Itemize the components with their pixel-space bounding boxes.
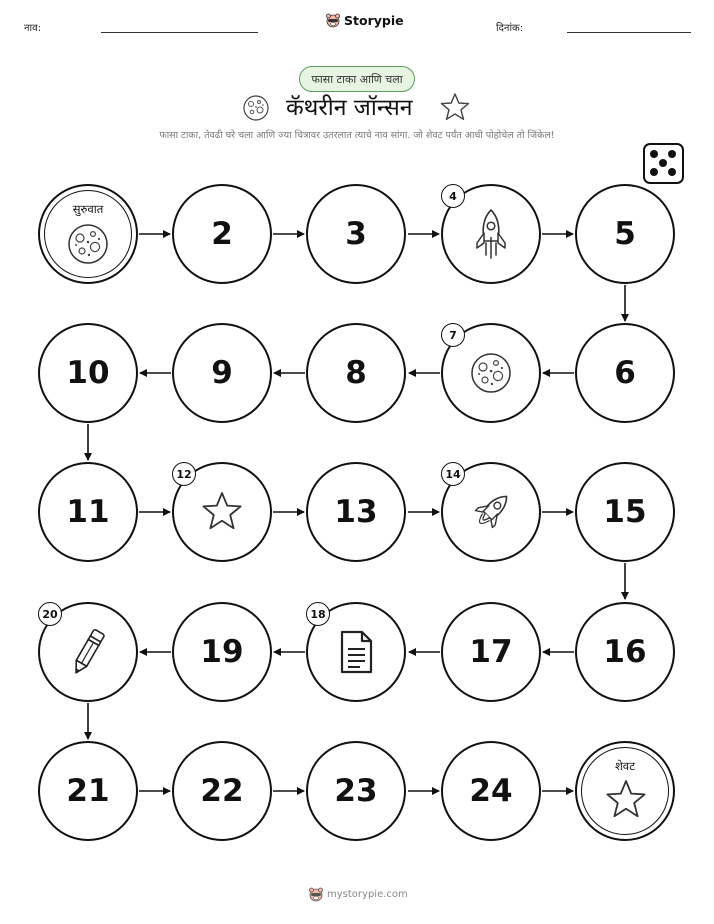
storypie-mascot-icon bbox=[325, 12, 341, 28]
moon-icon bbox=[242, 94, 270, 122]
finish-label: शेवट bbox=[614, 759, 635, 773]
cell-number: 24 bbox=[469, 773, 513, 809]
star-icon bbox=[199, 489, 245, 539]
cell-number: 17 bbox=[469, 634, 513, 670]
cell-number: 22 bbox=[200, 773, 244, 809]
footer-url[interactable]: mystorypie.com bbox=[327, 888, 408, 900]
board-cell-20[interactable] bbox=[38, 602, 138, 702]
board-cell-16[interactable] bbox=[575, 602, 675, 702]
storypie-mascot-icon bbox=[308, 886, 324, 902]
board-cell-2[interactable] bbox=[172, 184, 272, 284]
cell-number: 11 bbox=[66, 494, 110, 530]
rocket-icon bbox=[471, 207, 511, 265]
dice-icon bbox=[643, 143, 684, 184]
brand-logo bbox=[325, 12, 404, 28]
star-icon bbox=[439, 91, 471, 123]
cell-number: 15 bbox=[603, 494, 647, 530]
finish-cell[interactable] bbox=[575, 741, 675, 841]
footer bbox=[308, 886, 408, 902]
board-cell-9[interactable] bbox=[172, 323, 272, 423]
moon-icon bbox=[469, 351, 513, 399]
board-cell-19[interactable] bbox=[172, 602, 272, 702]
cell-number: 5 bbox=[614, 216, 636, 252]
board-cell-22[interactable] bbox=[172, 741, 272, 841]
name-label: नाव: bbox=[24, 23, 42, 34]
cell-number: 8 bbox=[345, 355, 367, 391]
board-cell-21[interactable] bbox=[38, 741, 138, 841]
board-cell-14[interactable] bbox=[441, 462, 541, 562]
dice-pip bbox=[659, 159, 667, 167]
cell-number: 3 bbox=[345, 216, 367, 252]
brand-name: Storypie bbox=[344, 12, 404, 28]
document-icon bbox=[336, 629, 376, 679]
instructions-text: फासा टाका, तेवढी घरे चला आणि ज्या चित्रावर उतरलात त्याचे नाव सांगा. जो शेवट पर्यंत आधी पोहोचेल तो जिंकेल! bbox=[159, 130, 555, 141]
start-cell[interactable] bbox=[38, 184, 138, 284]
cell-number-badge: 14 bbox=[441, 462, 465, 486]
cell-number: 21 bbox=[66, 773, 110, 809]
rocket-launch-icon bbox=[465, 486, 517, 542]
page-title: कॅथरीन जॉन्सन bbox=[286, 95, 413, 121]
cell-number: 23 bbox=[334, 773, 378, 809]
board-cell-10[interactable] bbox=[38, 323, 138, 423]
cell-number: 10 bbox=[66, 355, 110, 391]
cell-number: 6 bbox=[614, 355, 636, 391]
cell-number-badge: 12 bbox=[172, 462, 196, 486]
board-cell-7[interactable] bbox=[441, 323, 541, 423]
board-cell-6[interactable] bbox=[575, 323, 675, 423]
board-cell-8[interactable] bbox=[306, 323, 406, 423]
cell-number: 13 bbox=[334, 494, 378, 530]
cell-number-badge: 20 bbox=[38, 602, 62, 626]
board-cell-5[interactable] bbox=[575, 184, 675, 284]
cell-number: 19 bbox=[200, 634, 244, 670]
dice-pip bbox=[650, 168, 658, 176]
cell-number-badge: 7 bbox=[441, 323, 465, 347]
board-cell-24[interactable] bbox=[441, 741, 541, 841]
dice-pip bbox=[668, 150, 676, 158]
board-cell-18[interactable] bbox=[306, 602, 406, 702]
star-icon bbox=[603, 777, 649, 827]
pencil-icon bbox=[68, 626, 108, 682]
date-line[interactable] bbox=[567, 32, 691, 33]
board-cell-13[interactable] bbox=[306, 462, 406, 562]
dice-pip bbox=[650, 150, 658, 158]
board-cell-4[interactable] bbox=[441, 184, 541, 284]
board-cell-11[interactable] bbox=[38, 462, 138, 562]
board-cell-3[interactable] bbox=[306, 184, 406, 284]
board-cell-12[interactable] bbox=[172, 462, 272, 562]
activity-badge: फासा टाका आणि चला bbox=[299, 66, 415, 92]
cell-number: 9 bbox=[211, 355, 233, 391]
moon-icon bbox=[66, 222, 110, 270]
board-cell-15[interactable] bbox=[575, 462, 675, 562]
board-cell-17[interactable] bbox=[441, 602, 541, 702]
name-line[interactable] bbox=[101, 32, 258, 33]
start-label: सुरुवात bbox=[72, 202, 104, 216]
cell-number-badge: 18 bbox=[306, 602, 330, 626]
cell-number: 2 bbox=[211, 216, 233, 252]
cell-number: 16 bbox=[603, 634, 647, 670]
dice-pip bbox=[668, 168, 676, 176]
board-cell-23[interactable] bbox=[306, 741, 406, 841]
date-label: दिनांक: bbox=[496, 23, 524, 34]
cell-number-badge: 4 bbox=[441, 184, 465, 208]
